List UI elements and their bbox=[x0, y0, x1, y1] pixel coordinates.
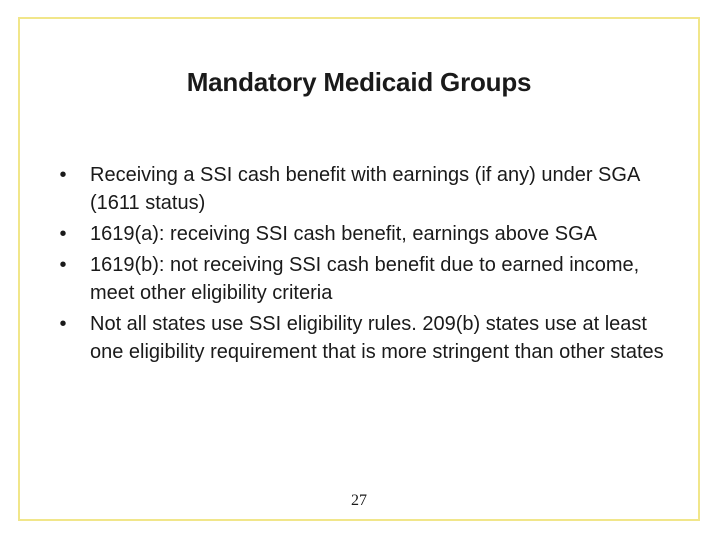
page-number: 27 bbox=[351, 492, 367, 509]
bullet-icon: • bbox=[59, 254, 67, 276]
bullet-list bbox=[59, 161, 666, 369]
slide-title: Mandatory Medicaid Groups bbox=[186, 67, 532, 97]
bullet-icon: • bbox=[59, 223, 67, 245]
bullet-item bbox=[59, 310, 666, 366]
bullet-text: 1619(a): receiving SSI cash benefit, earnings above SGA bbox=[90, 223, 597, 245]
bullet-icon: • bbox=[59, 313, 67, 335]
bullet-item bbox=[59, 161, 666, 217]
bullet-item bbox=[59, 251, 666, 307]
bullet-text: Receiving a SSI cash benefit with earnings (if any) under SGA (1611 status) bbox=[90, 164, 640, 214]
bullet-item bbox=[59, 220, 666, 248]
slide-frame bbox=[18, 17, 700, 521]
bullet-text: 1619(b): not receiving SSI cash benefit due to earned income, meet other eligibility criteria bbox=[90, 254, 640, 304]
bullet-icon: • bbox=[59, 164, 67, 186]
bullet-text: Not all states use SSI eligibility rules. 209(b) states use at least one eligibility requirement that is more stringent than other states bbox=[90, 313, 664, 363]
